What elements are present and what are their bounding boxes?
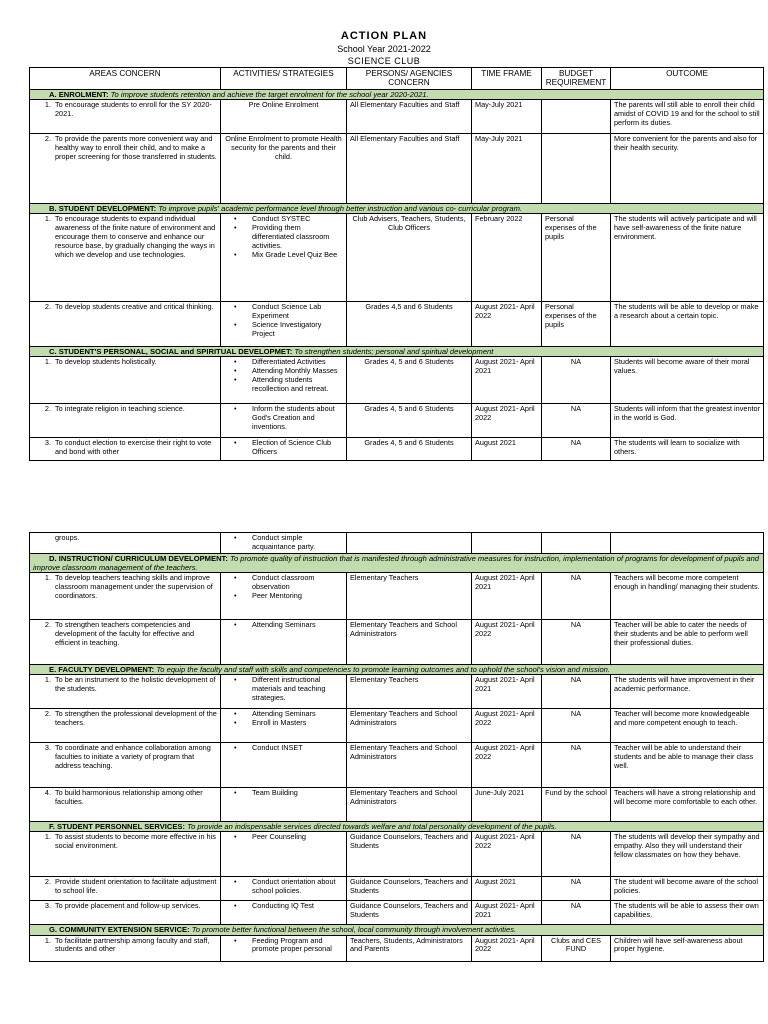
time-frame: August 2021 (472, 438, 542, 461)
activity-item: • Mix Grade Level Quiz Bee (252, 251, 343, 260)
time-frame: August 2021- April 2022 (472, 302, 542, 347)
area-concern: To develop students holistically. (55, 357, 157, 367)
outcome: More convenient for the parents and also for their health security. (611, 133, 764, 203)
column-header-row (30, 68, 764, 90)
section-label: F. STUDENT PERSONNEL SERVICES: (49, 822, 186, 832)
area-concern: To integrate religion in teaching science. (55, 404, 185, 414)
table-row (30, 709, 764, 743)
section-header-community-extension (30, 925, 764, 935)
time-frame: May-July 2021 (472, 133, 542, 203)
item-number: 2. (44, 302, 51, 312)
activity-item: • Peer Counseling (252, 833, 343, 842)
activities-list (224, 439, 343, 457)
section-header-instruction (30, 554, 764, 573)
time-frame: August 2021- April 2021 (472, 573, 542, 620)
budget: NA (542, 877, 611, 901)
persons: Elementary Teachers (347, 573, 472, 620)
time-frame: August 2021- April 2021 (472, 901, 542, 925)
table-row (30, 877, 764, 901)
section-objective: To promote better functional between the school, local community through involvement activities. (191, 925, 517, 935)
outcome: Teacher will be able to cater the needs of their students and be able to perform well their professional duties. (611, 620, 764, 665)
section-header-student-development (30, 203, 764, 213)
table-row (30, 788, 764, 822)
outcome: The students will be able to assess their own capabilities. (611, 901, 764, 925)
table-row (30, 357, 764, 404)
activity-item: • Enroll in Masters (252, 719, 343, 728)
activity-item: • Providing them differentiated classroom activities. (252, 224, 343, 251)
table-row (30, 675, 764, 709)
time-frame: August 2021- April 2022 (472, 743, 542, 788)
area-concern: To assist students to become more effective in his social environment. (55, 832, 216, 851)
outcome: The students will learn to socialize with others. (611, 438, 764, 461)
item-number: 1. (44, 573, 51, 583)
table-row (30, 214, 764, 302)
col-header-activities: ACTIVITIES/ STRATEGIES (221, 68, 347, 90)
persons: Elementary Teachers (347, 675, 472, 709)
outcome: Students will inform that the greatest inventor in the world is God. (611, 404, 764, 438)
persons: Guidance Counselors, Teachers and Students (347, 832, 472, 877)
persons: Elementary Teachers and School Administrators (347, 620, 472, 665)
area-concern: groups. (55, 533, 80, 542)
activity-item: • Election of Science Club Officers (252, 439, 343, 457)
section-label: D. INSTRUCTION/ CURRICULUM DEVELOPMENT: (49, 554, 228, 563)
action-plan-table-page-1 (29, 67, 764, 461)
area-concern: To strengthen teachers competencies and development of the faculty for effective and efficient in teaching. (55, 620, 194, 647)
item-number: 1. (44, 214, 51, 224)
budget: NA (542, 357, 611, 404)
activities-list (224, 574, 343, 601)
time-frame: June-July 2021 (472, 788, 542, 822)
table-row (30, 99, 764, 133)
table-row (30, 743, 764, 788)
outcome: The parents will still able to enroll their child amidst of COVID 19 and for the school to still perform its duties. (611, 99, 764, 133)
area-concern: To coordinate and enhance collaboration among faculties to initiate a variety of program that address teaching. (55, 743, 211, 771)
item-number: 1. (44, 99, 51, 109)
activities-list (224, 303, 343, 339)
item-number: 3. (44, 901, 51, 911)
section-label: A. ENROLMENT: (49, 89, 109, 99)
budget: NA (542, 404, 611, 438)
table-row (30, 438, 764, 461)
area-concern: To strengthen the professional development of the teachers. (55, 709, 217, 728)
budget: NA (542, 743, 611, 788)
section-label: C. STUDENT'S PERSONAL, SOCIAL and SPIRITUAL DEVELOPMET: (49, 347, 293, 357)
item-number: 1. (44, 832, 51, 842)
col-header-time: TIME FRAME (472, 68, 542, 90)
table-row (30, 620, 764, 665)
persons: Guidance Counselors, Teachers and Students (347, 877, 472, 901)
persons: Grades 4,5 and 6 Students (347, 302, 472, 347)
section-objective: To improve students retention and achieve the target enrolment for the school year 2020-2021. (110, 89, 429, 99)
area-concern: To develop teachers teaching skills and improve classroom management under the supervision of coordinators. (55, 573, 213, 600)
activities-list (224, 878, 343, 896)
persons: Grades 4, 5 and 6 Students (347, 404, 472, 438)
activities-list (224, 937, 343, 955)
activity-item: • Feeding Program and promote proper personal (252, 937, 343, 955)
activity-item: • Conduct orientation about school policies. (252, 878, 343, 896)
outcome: Teacher will be able to understand their students and be able to manage their class well. (611, 743, 764, 788)
table-row (30, 832, 764, 877)
item-number: 3. (44, 438, 51, 448)
item-number: 2. (44, 709, 51, 719)
activities-list (224, 902, 343, 911)
area-concern: To encourage students to expand individual awareness of the finite nature of environment and encourage them to conserve and enhance our resource base, by gradually changing the ways in which we develop and use technologies. (55, 214, 216, 259)
item-number: 2. (44, 877, 51, 887)
table-row-continued (30, 533, 764, 554)
activities-list (224, 405, 343, 432)
table-row (30, 404, 764, 438)
activity-item: • Inform the students about God's Creation and inventions. (252, 405, 343, 432)
item-number: 2. (44, 133, 51, 143)
activity-item: • Conduct Science Lab Experiment (252, 303, 343, 321)
persons: Guidance Counselors, Teachers and Students (347, 901, 472, 925)
persons: Elementary Teachers and School Administrators (347, 788, 472, 822)
activity-item: • Conduct INSET (252, 744, 343, 753)
item-number: 3. (44, 743, 51, 753)
outcome: Teacher will become more knowledgeable and more competent enough to teach. (611, 709, 764, 743)
section-objective: To strengthen students; personal and spiritual development (294, 347, 494, 357)
item-number: 2. (44, 404, 51, 414)
activity-item: • Attending Seminars (252, 621, 343, 630)
col-header-outcome: OUTCOME (611, 68, 764, 90)
time-frame: August 2021 (472, 877, 542, 901)
activities-list (224, 744, 343, 753)
table-row (30, 901, 764, 925)
budget: NA (542, 620, 611, 665)
budget: NA (542, 573, 611, 620)
section-objective: To promote quality of instruction that is manifested through administrative measures for instruction, implementation of programs for development of pupils and improve classroom management of the teachers. (33, 554, 760, 573)
time-frame: August 2021- April 2022 (472, 935, 542, 961)
table-row (30, 302, 764, 347)
activity-item: • Different instructional materials and teaching strategies. (252, 676, 343, 703)
item-number: 1. (44, 935, 51, 945)
club-name: SCIENCE CLUB (347, 56, 421, 66)
activity-item: • Conduct classroom observation (252, 574, 343, 592)
outcome: Teachers will have a strong relationship and will become more comfortable to each other. (611, 788, 764, 822)
persons: Elementary Teachers and School Administrators (347, 743, 472, 788)
item-number: 1. (44, 675, 51, 685)
time-frame: August 2021- April 2022 (472, 404, 542, 438)
section-objective: To improve pupils' academic performance level through better instruction and various co- curricular program. (158, 203, 523, 213)
activities-list (224, 621, 343, 630)
budget: NA (542, 438, 611, 461)
activity-item: • Team Building (252, 789, 343, 798)
col-header-persons: PERSONS/ AGENCIES CONCERN (347, 68, 472, 90)
outcome: Teachers will become more competent enough in handling/ managing their students. (611, 573, 764, 620)
col-header-budget: BUDGET REQUIREMENT (542, 68, 611, 90)
outcome: The students will be able to develop or make a research about a certain topic. (611, 302, 764, 347)
persons: Club Advisers, Teachers, Students, Club Officers (347, 214, 472, 302)
time-frame: February 2022 (472, 214, 542, 302)
activities-list (224, 833, 343, 842)
activity: Pre Online Enrolment (221, 99, 347, 133)
activity-item: • Conducting IQ Test (252, 902, 343, 911)
area-concern: To develop students creative and critical thinking. (55, 302, 214, 312)
area-concern: To build harmonious relationship among other faculties. (55, 788, 203, 807)
activity: Online Enrolment to promote Health security for the parents and their child. (221, 133, 347, 203)
table-row (30, 133, 764, 203)
budget: Personal expenses of the pupils (542, 302, 611, 347)
budget: Clubs and CES FUND (542, 935, 611, 961)
budget: Fund by the school (542, 788, 611, 822)
persons: All Elementary Faculties and Staff (347, 133, 472, 203)
item-number: 2. (44, 620, 51, 630)
budget: NA (542, 675, 611, 709)
activity-item: • Peer Mentoring (252, 592, 343, 601)
time-frame: August 2021- April 2022 (472, 620, 542, 665)
school-year: School Year 2021-2022 (337, 44, 431, 54)
activities-list (224, 710, 343, 728)
section-label: B. STUDENT DEVELOPMENT: (49, 203, 157, 213)
table-row (30, 935, 764, 961)
activity-item: • Conduct SYSTEC (252, 215, 343, 224)
activities-list (224, 215, 343, 259)
activity-item: • Conduct simple acquaintance party. (252, 534, 343, 552)
area-concern: Provide student orientation to facilitate adjustment to school life. (55, 877, 217, 896)
time-frame: August 2021- April 2021 (472, 675, 542, 709)
persons: Grades 4, 5 and 6 Students (347, 357, 472, 404)
activity-item: • Attending Seminars (252, 710, 343, 719)
budget: Personal expenses of the pupils (542, 214, 611, 302)
persons: Elementary Teachers and School Administrators (347, 709, 472, 743)
col-header-areas: AREAS CONCERN (30, 68, 221, 90)
activity-item: • Differentiated Activities (252, 358, 343, 367)
outcome: The students will have improvement in their academic performance. (611, 675, 764, 709)
activity-item: • Attending Monthly Masses (252, 367, 343, 376)
budget (542, 99, 611, 133)
outcome: The student will become aware of the school policies. (611, 877, 764, 901)
time-frame: May-July 2021 (472, 99, 542, 133)
section-objective: To equip the faculty and staff with skills and competencies to promote learning outcomes and to uphold the school's vision and mission. (156, 665, 611, 675)
item-number: 4. (44, 788, 51, 798)
area-concern: To encourage students to enroll for the SY 2020-2021. (55, 99, 212, 118)
area-concern: To conduct election to exercise their right to vote and bond with other (55, 438, 212, 457)
time-frame: August 2021- April 2022 (472, 709, 542, 743)
activities-list (224, 789, 343, 798)
area-concern: To be an instrument to the holistic development of the students. (55, 675, 216, 694)
table-row (30, 573, 764, 620)
section-objective: To provide an indispensable services directed towards welfare and total personality development of the pupils. (187, 822, 557, 832)
persons: All Elementary Faculties and Staff (347, 99, 472, 133)
time-frame: August 2021- April 2021 (472, 357, 542, 404)
outcome: The students will actively participate and will have self-awareness of the finite nature environment. (611, 214, 764, 302)
item-number: 1. (44, 357, 51, 367)
section-label: G. COMMUNITY EXTENSION SERVICE: (49, 925, 190, 935)
area-concern: To facilitate partnership among faculty and staff, students and other (55, 935, 210, 954)
budget: NA (542, 709, 611, 743)
section-header-personnel-services (30, 822, 764, 832)
activity-item: • Attending students recollection and retreat. (252, 376, 343, 394)
area-concern: To provide the parents more convenient way and healthy way to enroll their child, and to make a proper screening for those transferred in students. (55, 133, 217, 161)
activities-list (224, 534, 343, 552)
budget: NA (542, 901, 611, 925)
activities-list (224, 358, 343, 394)
activities-list (224, 676, 343, 703)
section-header-enrolment (30, 89, 764, 99)
outcome: Children will have self-awareness about proper hygiene. (611, 935, 764, 961)
outcome: Students will become aware of their moral values. (611, 357, 764, 404)
action-plan-table-page-2 (29, 532, 764, 962)
section-label: E. FACULTY DEVELOPMENT: (49, 665, 155, 675)
area-concern: To provide placement and follow-up services. (55, 901, 201, 911)
outcome: The students will develop their sympathy and empathy. Also they will understand their fellow classmates on how they behave. (611, 832, 764, 877)
time-frame: August 2021- April 2022 (472, 832, 542, 877)
section-header-faculty-development (30, 665, 764, 675)
section-header-personal-development (30, 347, 764, 357)
persons: Grades 4, 5 and 6 Students (347, 438, 472, 461)
budget: NA (542, 832, 611, 877)
persons: Teachers, Students, Administrators and Parents (347, 935, 472, 961)
document-title: ACTION PLAN (340, 30, 428, 42)
activity-item: • Science Investigatory Project (252, 321, 343, 339)
budget (542, 133, 611, 203)
